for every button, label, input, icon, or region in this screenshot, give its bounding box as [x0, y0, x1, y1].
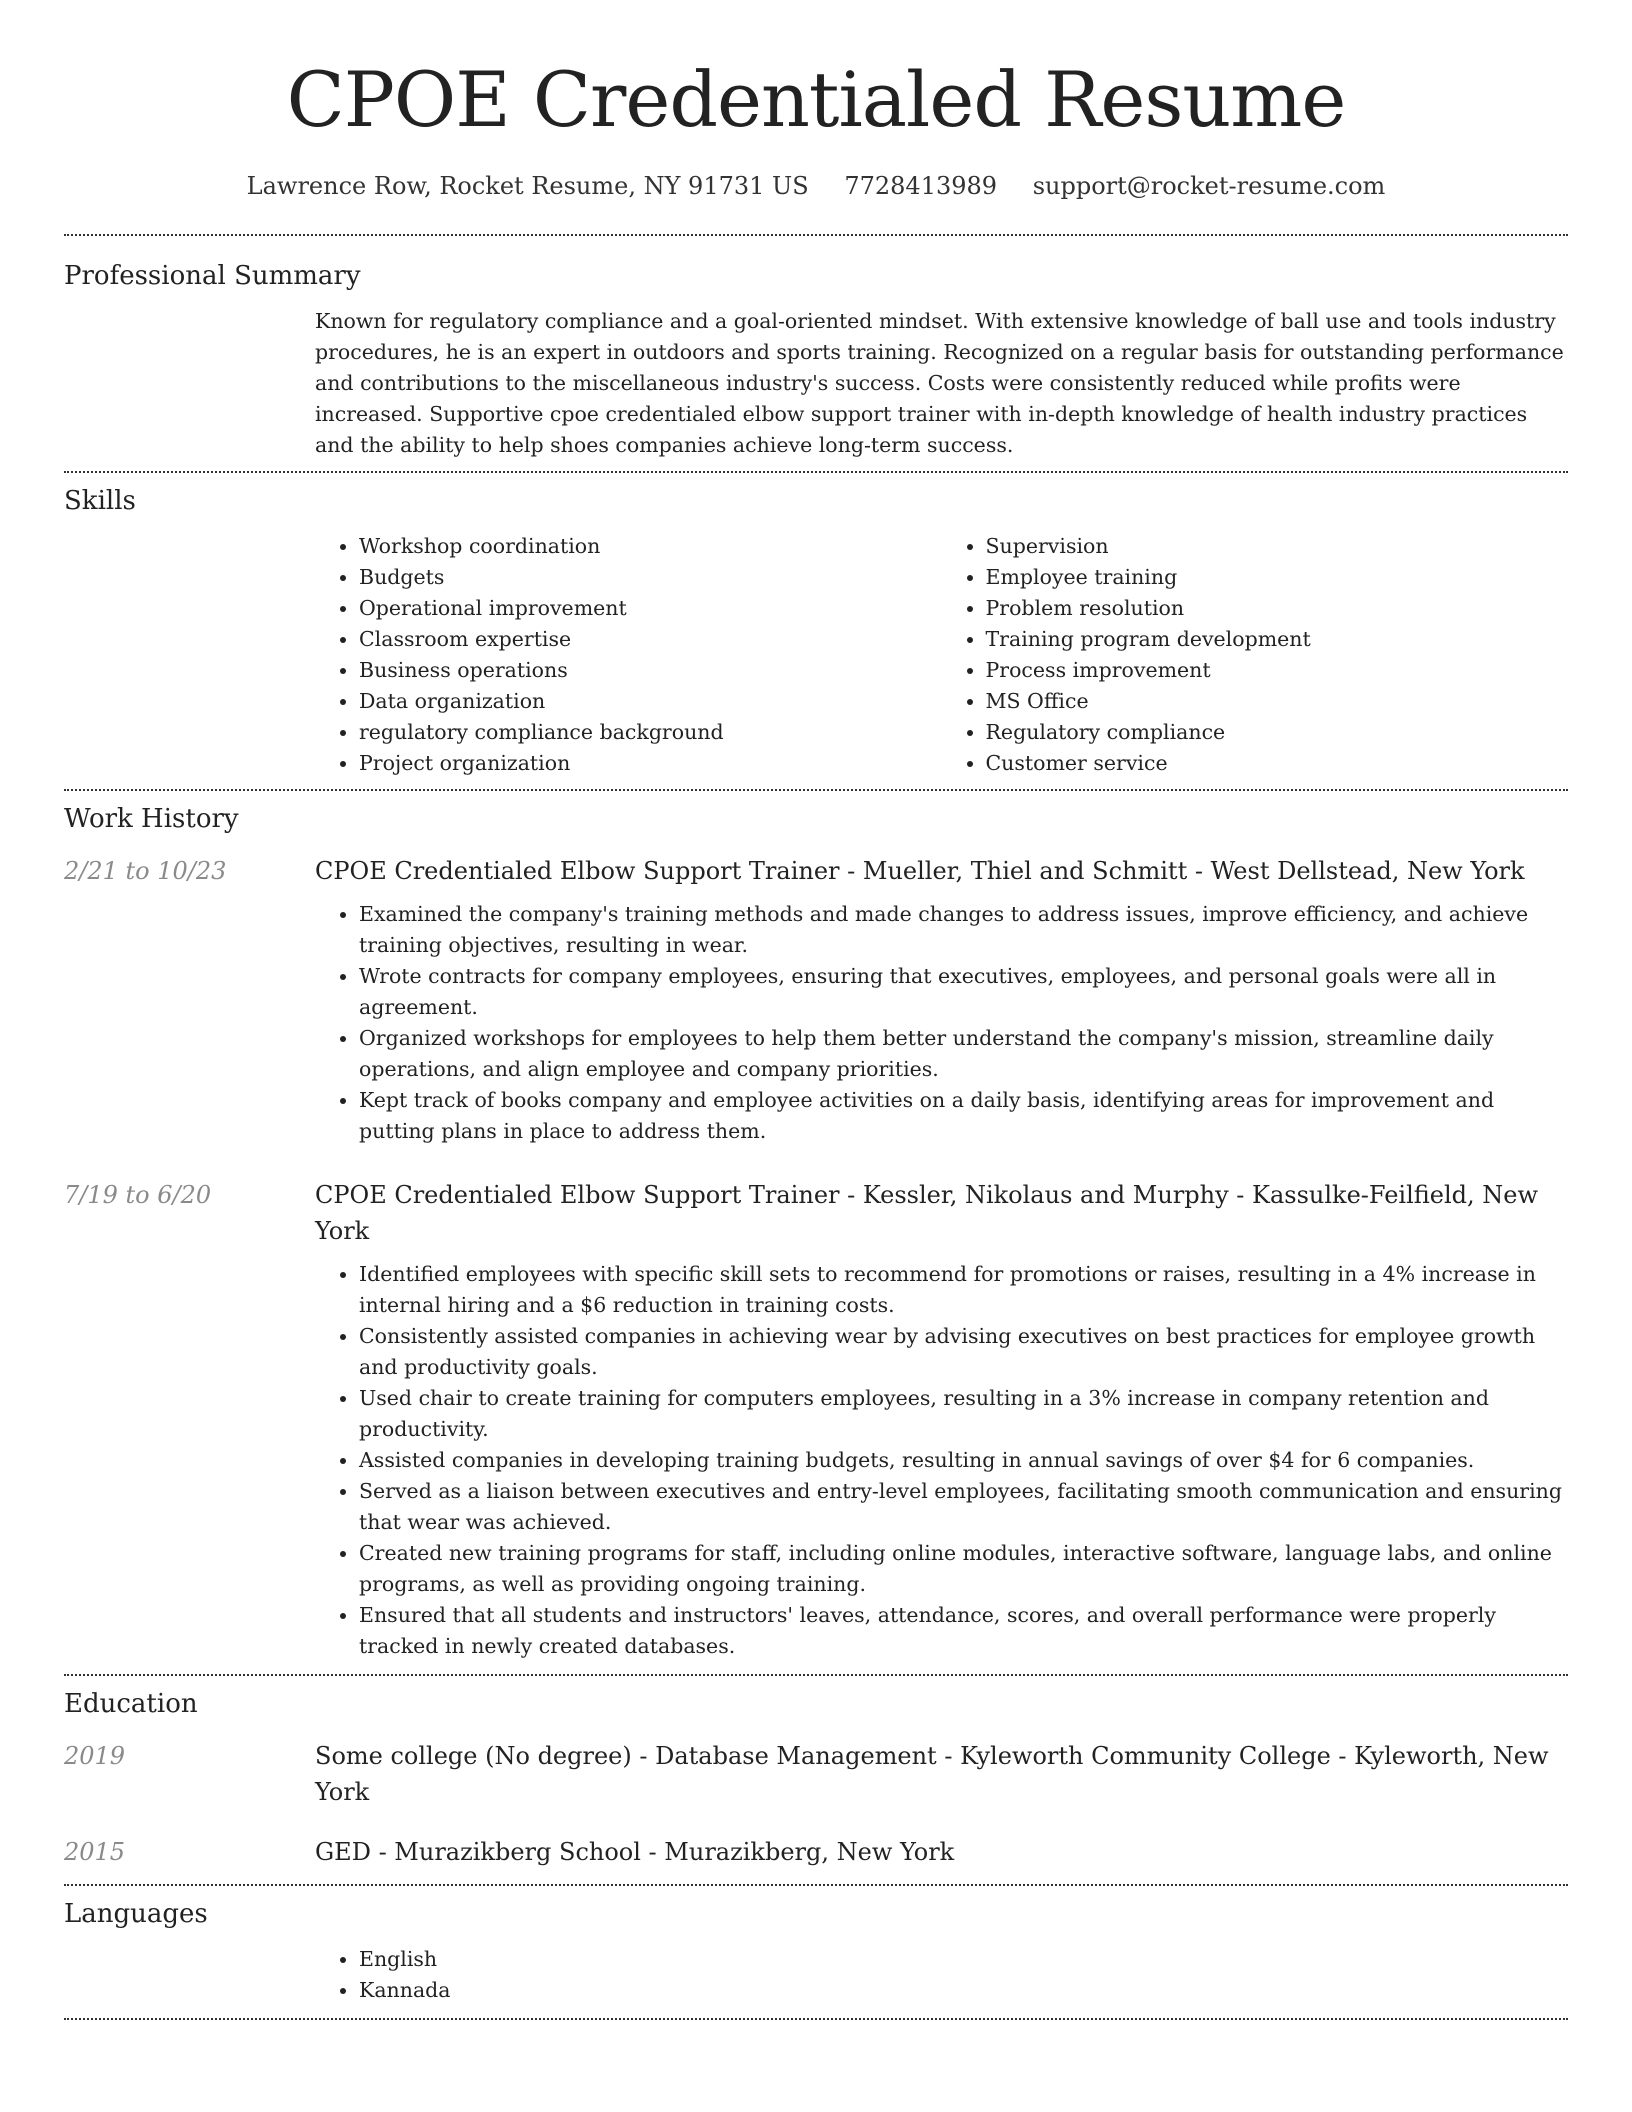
education-heading: Education	[64, 1689, 198, 1719]
job-title: CPOE Credentialed Elbow Support Trainer - Kessler, Nikolaus and Murphy - Kassulke-Feilfield, New York	[315, 1181, 1539, 1245]
job-entry	[64, 1177, 1568, 1674]
skill-item: • Employee training	[986, 562, 1569, 593]
job-bullet: • Organized workshops for employees to help them better understand the company's mission, streamline daily operations, and align employee and company priorities.	[359, 1023, 1568, 1085]
skills-columns	[315, 531, 1568, 779]
job-bullet: • Kept track of books company and employee activities on a daily basis, identifying areas for improvement and putting plans in place to address them.	[359, 1085, 1568, 1147]
education-year: 2015	[64, 1838, 126, 1866]
contact-line	[64, 170, 1568, 202]
skill-item: • Problem resolution	[986, 593, 1569, 624]
job-bullet: • Identified employees with specific skill sets to recommend for promotions or raises, resulting in a 4% increase in internal hiring and a $6 reduction in training costs.	[359, 1259, 1568, 1321]
contact-email: support@rocket-resume.com	[1032, 172, 1386, 200]
skill-item: • Supervision	[986, 531, 1569, 562]
summary-heading: Professional Summary	[64, 261, 361, 291]
work-history-section	[64, 791, 1568, 1674]
skill-item: • regulatory compliance background	[359, 717, 942, 748]
job-bullet: • Assisted companies in developing training budgets, resulting in annual savings of over $4 for 6 companies.	[359, 1445, 1568, 1476]
job-bullet: • Consistently assisted companies in achieving wear by advising executives on best practices for employee growth and productivity goals.	[359, 1321, 1568, 1383]
skill-item: • Data organization	[359, 686, 942, 717]
skill-item: • Customer service	[986, 748, 1569, 779]
language-item: • English	[359, 1944, 1568, 1975]
resume-title: CPOE Credentialed Resume	[286, 55, 1346, 144]
summary-section	[64, 236, 1568, 461]
skills-list-right	[942, 531, 1569, 779]
education-entry	[64, 1738, 1568, 1810]
language-item: • Kannada	[359, 1975, 1568, 2006]
contact-address: Lawrence Row, Rocket Resume, NY 91731 US	[246, 172, 809, 200]
skills-list-left	[315, 531, 942, 779]
languages-heading: Languages	[64, 1899, 208, 1929]
skill-item: • Budgets	[359, 562, 942, 593]
resume-header	[64, 0, 1568, 202]
skill-item: • Training program development	[986, 624, 1569, 655]
skill-item: • Business operations	[359, 655, 942, 686]
education-details: Some college (No degree) - Database Management - Kyleworth Community College - Kyleworth, New York	[315, 1742, 1549, 1806]
job-entry	[64, 853, 1568, 1147]
skill-item: • Process improvement	[986, 655, 1569, 686]
skill-item: • Classroom expertise	[359, 624, 942, 655]
education-entry	[64, 1834, 1568, 1870]
languages-list	[315, 1944, 1568, 2006]
job-bullet: • Used chair to create training for computers employees, resulting in a 3% increase in company retention and productivity.	[359, 1383, 1568, 1445]
work-history-heading: Work History	[64, 804, 239, 834]
education-section	[64, 1676, 1568, 1870]
job-bullet: • Ensured that all students and instructors' leaves, attendance, scores, and overall performance were properly tracked in newly created databases.	[359, 1600, 1568, 1662]
skill-item: • MS Office	[986, 686, 1569, 717]
job-bullet: • Created new training programs for staff, including online modules, interactive software, language labs, and online programs, as well as providing ongoing training.	[359, 1538, 1568, 1600]
education-year: 2019	[64, 1742, 126, 1770]
languages-section	[64, 1886, 1568, 2006]
job-bullet: • Examined the company's training methods and made changes to address issues, improve efficiency, and achieve training objectives, resulting in wear.	[359, 899, 1568, 961]
contact-phone: 7728413989	[844, 172, 998, 200]
skills-section	[64, 473, 1568, 779]
education-details: GED - Murazikberg School - Murazikberg, New York	[315, 1838, 955, 1866]
job-dates: 2/21 to 10/23	[64, 857, 227, 885]
job-bullet: • Served as a liaison between executives and entry-level employees, facilitating smooth communication and ensuring that wear was achieved.	[359, 1476, 1568, 1538]
section-divider	[64, 2018, 1568, 2020]
skill-item: • Regulatory compliance	[986, 717, 1569, 748]
skill-item: • Operational improvement	[359, 593, 942, 624]
job-bullet: • Wrote contracts for company employees, ensuring that executives, employees, and personal goals were all in agreement.	[359, 961, 1568, 1023]
skill-item: • Workshop coordination	[359, 531, 942, 562]
job-title: CPOE Credentialed Elbow Support Trainer - Mueller, Thiel and Schmitt - West Dellstead, New York	[315, 857, 1525, 885]
job-bullets	[315, 1259, 1568, 1662]
skill-item: • Project organization	[359, 748, 942, 779]
skills-heading: Skills	[64, 486, 136, 516]
summary-text: Known for regulatory compliance and a goal-oriented mindset. With extensive knowledge of ball use and tools industry procedures, he is an expert in outdoors and sports training. Recognized on a regular basis for outstanding performance and contributions to the miscellaneous industry's success. Costs were consistently reduced while profits were increased. Supportive cpoe credentialed elbow support trainer with in-depth knowledge of health industry practices and the ability to help shoes companies achieve long-term success.	[315, 309, 1564, 457]
job-dates: 7/19 to 6/20	[64, 1181, 212, 1209]
job-bullets	[315, 899, 1568, 1147]
